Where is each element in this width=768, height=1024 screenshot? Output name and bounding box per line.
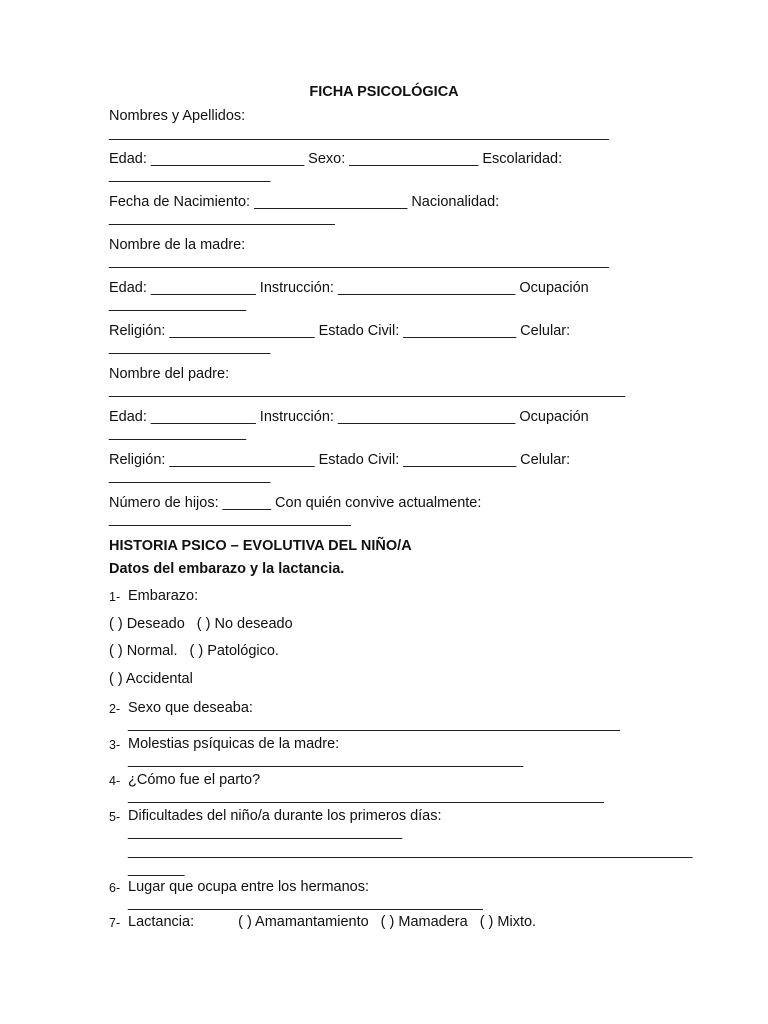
blank-padre-ocupacion: _________________ xyxy=(109,425,247,441)
blank-convive: ______________________________ xyxy=(109,511,351,527)
question-parto: ¿Cómo fue el parto? xyxy=(128,772,261,788)
item-number-5: 5- xyxy=(109,810,121,824)
blank-madre-celular: ____________________ xyxy=(109,339,271,355)
row-numero-hijos: Número de hijos: ______ Con quién convive actualmente: xyxy=(109,495,482,511)
question-lactancia xyxy=(128,914,536,931)
question-molestias: Molestias psíquicas de la madre: xyxy=(128,736,340,752)
blank-nombre-madre: ______________________________________________________________ xyxy=(109,253,609,269)
blank-molestias: _________________________________________________ xyxy=(128,752,524,768)
option-patologico: ( ) Patológico. xyxy=(189,643,279,659)
question-lugar-hermanos: Lugar que ocupa entre los hermanos: xyxy=(128,879,370,895)
option-mamadera: ( ) Mamadera xyxy=(380,914,468,930)
label-nombre-padre: Nombre del padre: xyxy=(109,366,230,382)
blank-dificultades-3: _______ xyxy=(128,861,185,877)
blank-parto: ___________________________________________________________ xyxy=(128,788,604,804)
document-title: FICHA PSICOLÓGICA xyxy=(309,84,459,100)
item-number-3: 3- xyxy=(109,738,121,752)
option-row-deseado xyxy=(109,616,293,633)
blank-padre-celular: ____________________ xyxy=(109,468,271,484)
item-number-2: 2- xyxy=(109,702,121,716)
label-lactancia: Lactancia: xyxy=(128,914,195,930)
option-deseado: ( ) Deseado xyxy=(109,616,185,632)
item-number-7: 7- xyxy=(109,916,121,930)
blank-escolaridad: ____________________ xyxy=(109,167,271,183)
item-number-1: 1- xyxy=(109,590,121,604)
blank-dificultades-1: __________________________________ xyxy=(128,824,403,840)
question-embarazo: Embarazo: xyxy=(128,588,199,604)
option-amamantamiento: ( ) Amamantamiento xyxy=(238,914,369,930)
blank-nacionalidad: ____________________________ xyxy=(109,210,335,226)
row-padre-religion: Religión: __________________ Estado Civil: ______________ Celular: xyxy=(109,452,571,468)
section-heading: HISTORIA PSICO – EVOLUTIVA DEL NIÑO/A xyxy=(109,538,412,554)
row-madre-edad: Edad: _____________ Instrucción: ______________________ Ocupación xyxy=(109,280,589,296)
option-accidental: ( ) Accidental xyxy=(109,671,193,687)
label-nombres: Nombres y Apellidos: xyxy=(109,108,246,124)
section-subheading: Datos del embarazo y la lactancia. xyxy=(109,561,345,577)
question-sexo-deseado: Sexo que deseaba: xyxy=(128,700,253,716)
blank-madre-ocupacion: _________________ xyxy=(109,296,247,312)
row-madre-religion: Religión: __________________ Estado Civil: ______________ Celular: xyxy=(109,323,571,339)
option-row-normal xyxy=(109,643,279,660)
option-no-deseado: ( ) No deseado xyxy=(196,616,293,632)
item-number-4: 4- xyxy=(109,774,121,788)
option-mixto: ( ) Mixto. xyxy=(479,914,537,930)
blank-dificultades-2: ______________________________________________________________________ xyxy=(128,843,693,859)
blank-nombre-padre: ________________________________________________________________ xyxy=(109,382,626,398)
row-edad-sexo: Edad: ___________________ Sexo: ________________ Escolaridad: xyxy=(109,151,563,167)
blank-sexo-deseado: _____________________________________________________________ xyxy=(128,716,620,732)
row-padre-edad: Edad: _____________ Instrucción: ______________________ Ocupación xyxy=(109,409,589,425)
blank-nombres: ______________________________________________________________ xyxy=(109,125,609,141)
item-number-6: 6- xyxy=(109,881,121,895)
blank-lugar-hermanos: ____________________________________________ xyxy=(128,895,483,911)
option-normal: ( ) Normal. xyxy=(109,643,178,659)
row-fecha-nacimiento: Fecha de Nacimiento: ___________________ Nacionalidad: xyxy=(109,194,500,210)
label-nombre-madre: Nombre de la madre: xyxy=(109,237,246,253)
question-dificultades: Dificultades del niño/a durante los primeros días: xyxy=(128,808,442,824)
